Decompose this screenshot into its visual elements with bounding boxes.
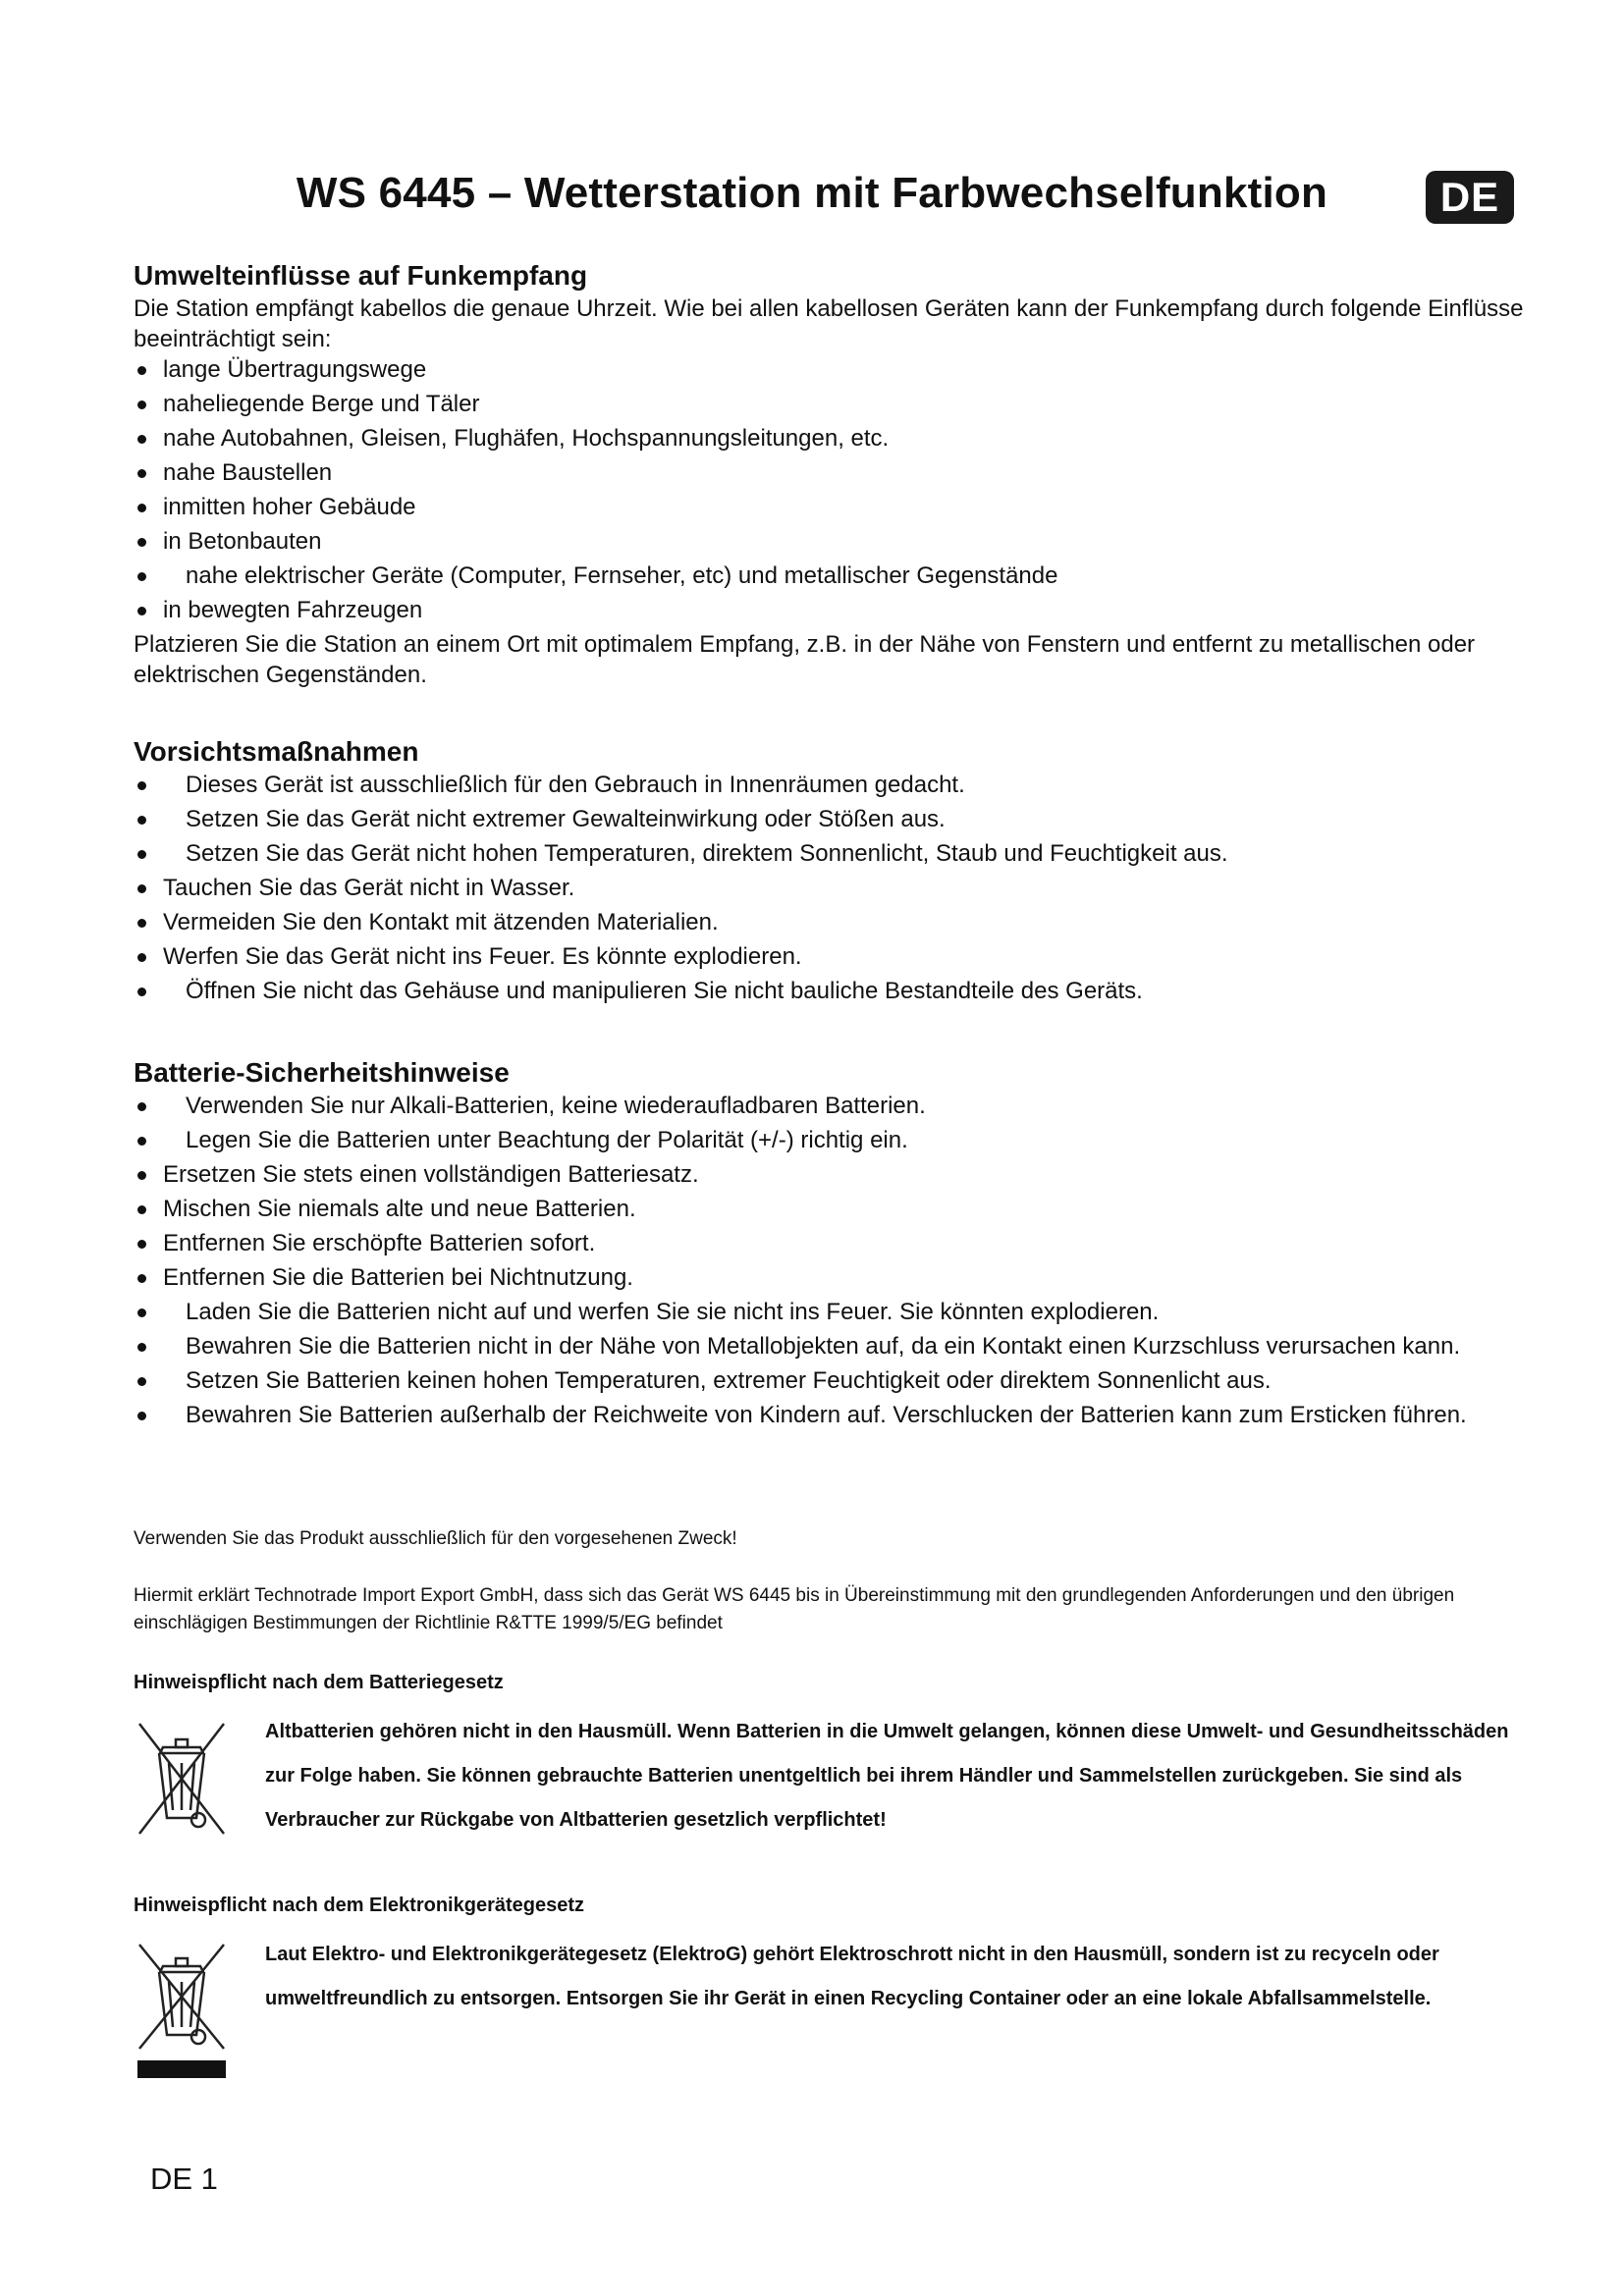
list-item: naheliegende Berge und Täler — [134, 389, 1543, 419]
list-item: nahe Autobahnen, Gleisen, Flughäfen, Hochspannungsleitungen, etc. — [134, 423, 1543, 454]
list-item: Ersetzen Sie stets einen vollständigen Batteriesatz. — [134, 1159, 1543, 1190]
conformity-declaration: Hiermit erklärt Technotrade Import Export GmbH, dass sich das Gerät WS 6445 bis in Übereinstimmung mit den grundlegenden Anforderungen und den übrigen einschlägigen Bestimmungen der Richtlinie R&TTE 1999/5/EG befindet — [134, 1585, 1455, 1633]
list-item: Setzen Sie das Gerät nicht hohen Temperaturen, direktem Sonnenlicht, Staub und Feuchtigkeit aus. — [134, 838, 1543, 869]
section-heading-battery-safety: Batterie-Sicherheitshinweise — [134, 1057, 510, 1088]
list-item: Mischen Sie niemals alte und neue Batterien. — [134, 1194, 1543, 1224]
list-item: Setzen Sie das Gerät nicht extremer Gewalteinwirkung oder Stößen aus. — [134, 804, 1543, 834]
purpose-note: Verwenden Sie das Produkt ausschließlich für den vorgesehenen Zweck! — [134, 1528, 737, 1549]
list-item: nahe elektrischer Geräte (Computer, Fernseher, etc) und metallischer Gegenstände — [134, 561, 1543, 591]
section-reception — [134, 260, 1543, 690]
section-heading-reception: Umwelteinflüsse auf Funkempfang — [134, 260, 588, 291]
list-item: in Betonbauten — [134, 526, 1543, 557]
list-item: Entfernen Sie die Batterien bei Nichtnutzung. — [134, 1262, 1543, 1293]
reception-list — [134, 354, 1543, 625]
list-item: Tauchen Sie das Gerät nicht in Wasser. — [134, 873, 1543, 903]
section-battery-safety — [134, 1057, 1543, 1434]
battery-safety-list — [134, 1091, 1543, 1430]
electronics-law-text: Laut Elektro- und Elektronikgerätegesetz (ElektroG) gehört Elektroschrott nicht in den Hausmüll, sondern ist zu recyceln oder umweltfreundlich zu entsorgen. Entsorgen Sie ihr Gerät in einen Recycling Container oder an eine lokale Abfallsammelstelle. — [265, 1944, 1439, 2009]
precautions-list — [134, 770, 1543, 1006]
list-item: Bewahren Sie Batterien außerhalb der Reichweite von Kindern auf. Verschlucken der Batterien kann zum Ersticken führen. — [134, 1400, 1543, 1430]
list-item: nahe Baustellen — [134, 457, 1543, 488]
list-item: Bewahren Sie die Batterien nicht in der Nähe von Metallobjekten auf, da ein Kontakt einen Kurzschluss verursachen kann. — [134, 1331, 1543, 1362]
battery-law-text: Altbatterien gehören nicht in den Hausmüll. Wenn Batterien in die Umwelt gelangen, können diese Umwelt- und Gesundheitsschäden zur Folge haben. Sie können gebrauchte Batterien unentgeltlich bei ihrem Händler und Sammelstellen zurückgeben. Sie sind als Verbraucher zur Rückgabe von Altbatterien gesetzlich verpflichtet! — [265, 1721, 1509, 1831]
list-item: Verwenden Sie nur Alkali-Batterien, keine wiederaufladbaren Batterien. — [134, 1091, 1543, 1121]
list-item: Vermeiden Sie den Kontakt mit ätzenden Materialien. — [134, 907, 1543, 937]
weee-bin-icon — [130, 1939, 234, 2082]
list-item: Entfernen Sie erschöpfte Batterien sofort. — [134, 1228, 1543, 1258]
reception-intro: Die Station empfängt kabellos die genaue Uhrzeit. Wie bei allen kabellosen Geräten kann der Funkempfang durch folgende Einflüsse beeinträchtigt sein: — [134, 295, 1524, 352]
list-item: Werfen Sie das Gerät nicht ins Feuer. Es könnte explodieren. — [134, 941, 1543, 972]
list-item: inmitten hoher Gebäude — [134, 492, 1543, 522]
section-heading-precautions: Vorsichtsmaßnahmen — [134, 736, 419, 767]
section-precautions — [134, 736, 1543, 1010]
list-item: lange Übertragungswege — [134, 354, 1543, 385]
crossed-out-bin-icon — [130, 1716, 234, 1842]
language-badge: DE — [1426, 171, 1514, 224]
battery-law-heading: Hinweispflicht nach dem Batteriegesetz — [134, 1672, 504, 1693]
list-item: Öffnen Sie nicht das Gehäuse und manipulieren Sie nicht bauliche Bestandteile des Geräts. — [134, 976, 1543, 1006]
list-item: Setzen Sie Batterien keinen hohen Temperaturen, extremer Feuchtigkeit oder direktem Sonnenlicht aus. — [134, 1365, 1543, 1396]
page-number: DE 1 — [150, 2162, 218, 2196]
electronics-law-heading: Hinweispflicht nach dem Elektronikgerätegesetz — [134, 1895, 585, 1916]
list-item: Legen Sie die Batterien unter Beachtung der Polarität (+/-) richtig ein. — [134, 1125, 1543, 1155]
list-item: Dieses Gerät ist ausschließlich für den Gebrauch in Innenräumen gedacht. — [134, 770, 1543, 800]
reception-outro: Platzieren Sie die Station an einem Ort mit optimalem Empfang, z.B. in der Nähe von Fenstern und entfernt zu metallischen oder elektrischen Gegenständen. — [134, 631, 1476, 688]
list-item: in bewegten Fahrzeugen — [134, 595, 1543, 625]
list-item: Laden Sie die Batterien nicht auf und werfen Sie sie nicht ins Feuer. Sie könnten explodieren. — [134, 1297, 1543, 1327]
document-title: WS 6445 – Wetterstation mit Farbwechselfunktion — [296, 169, 1328, 217]
